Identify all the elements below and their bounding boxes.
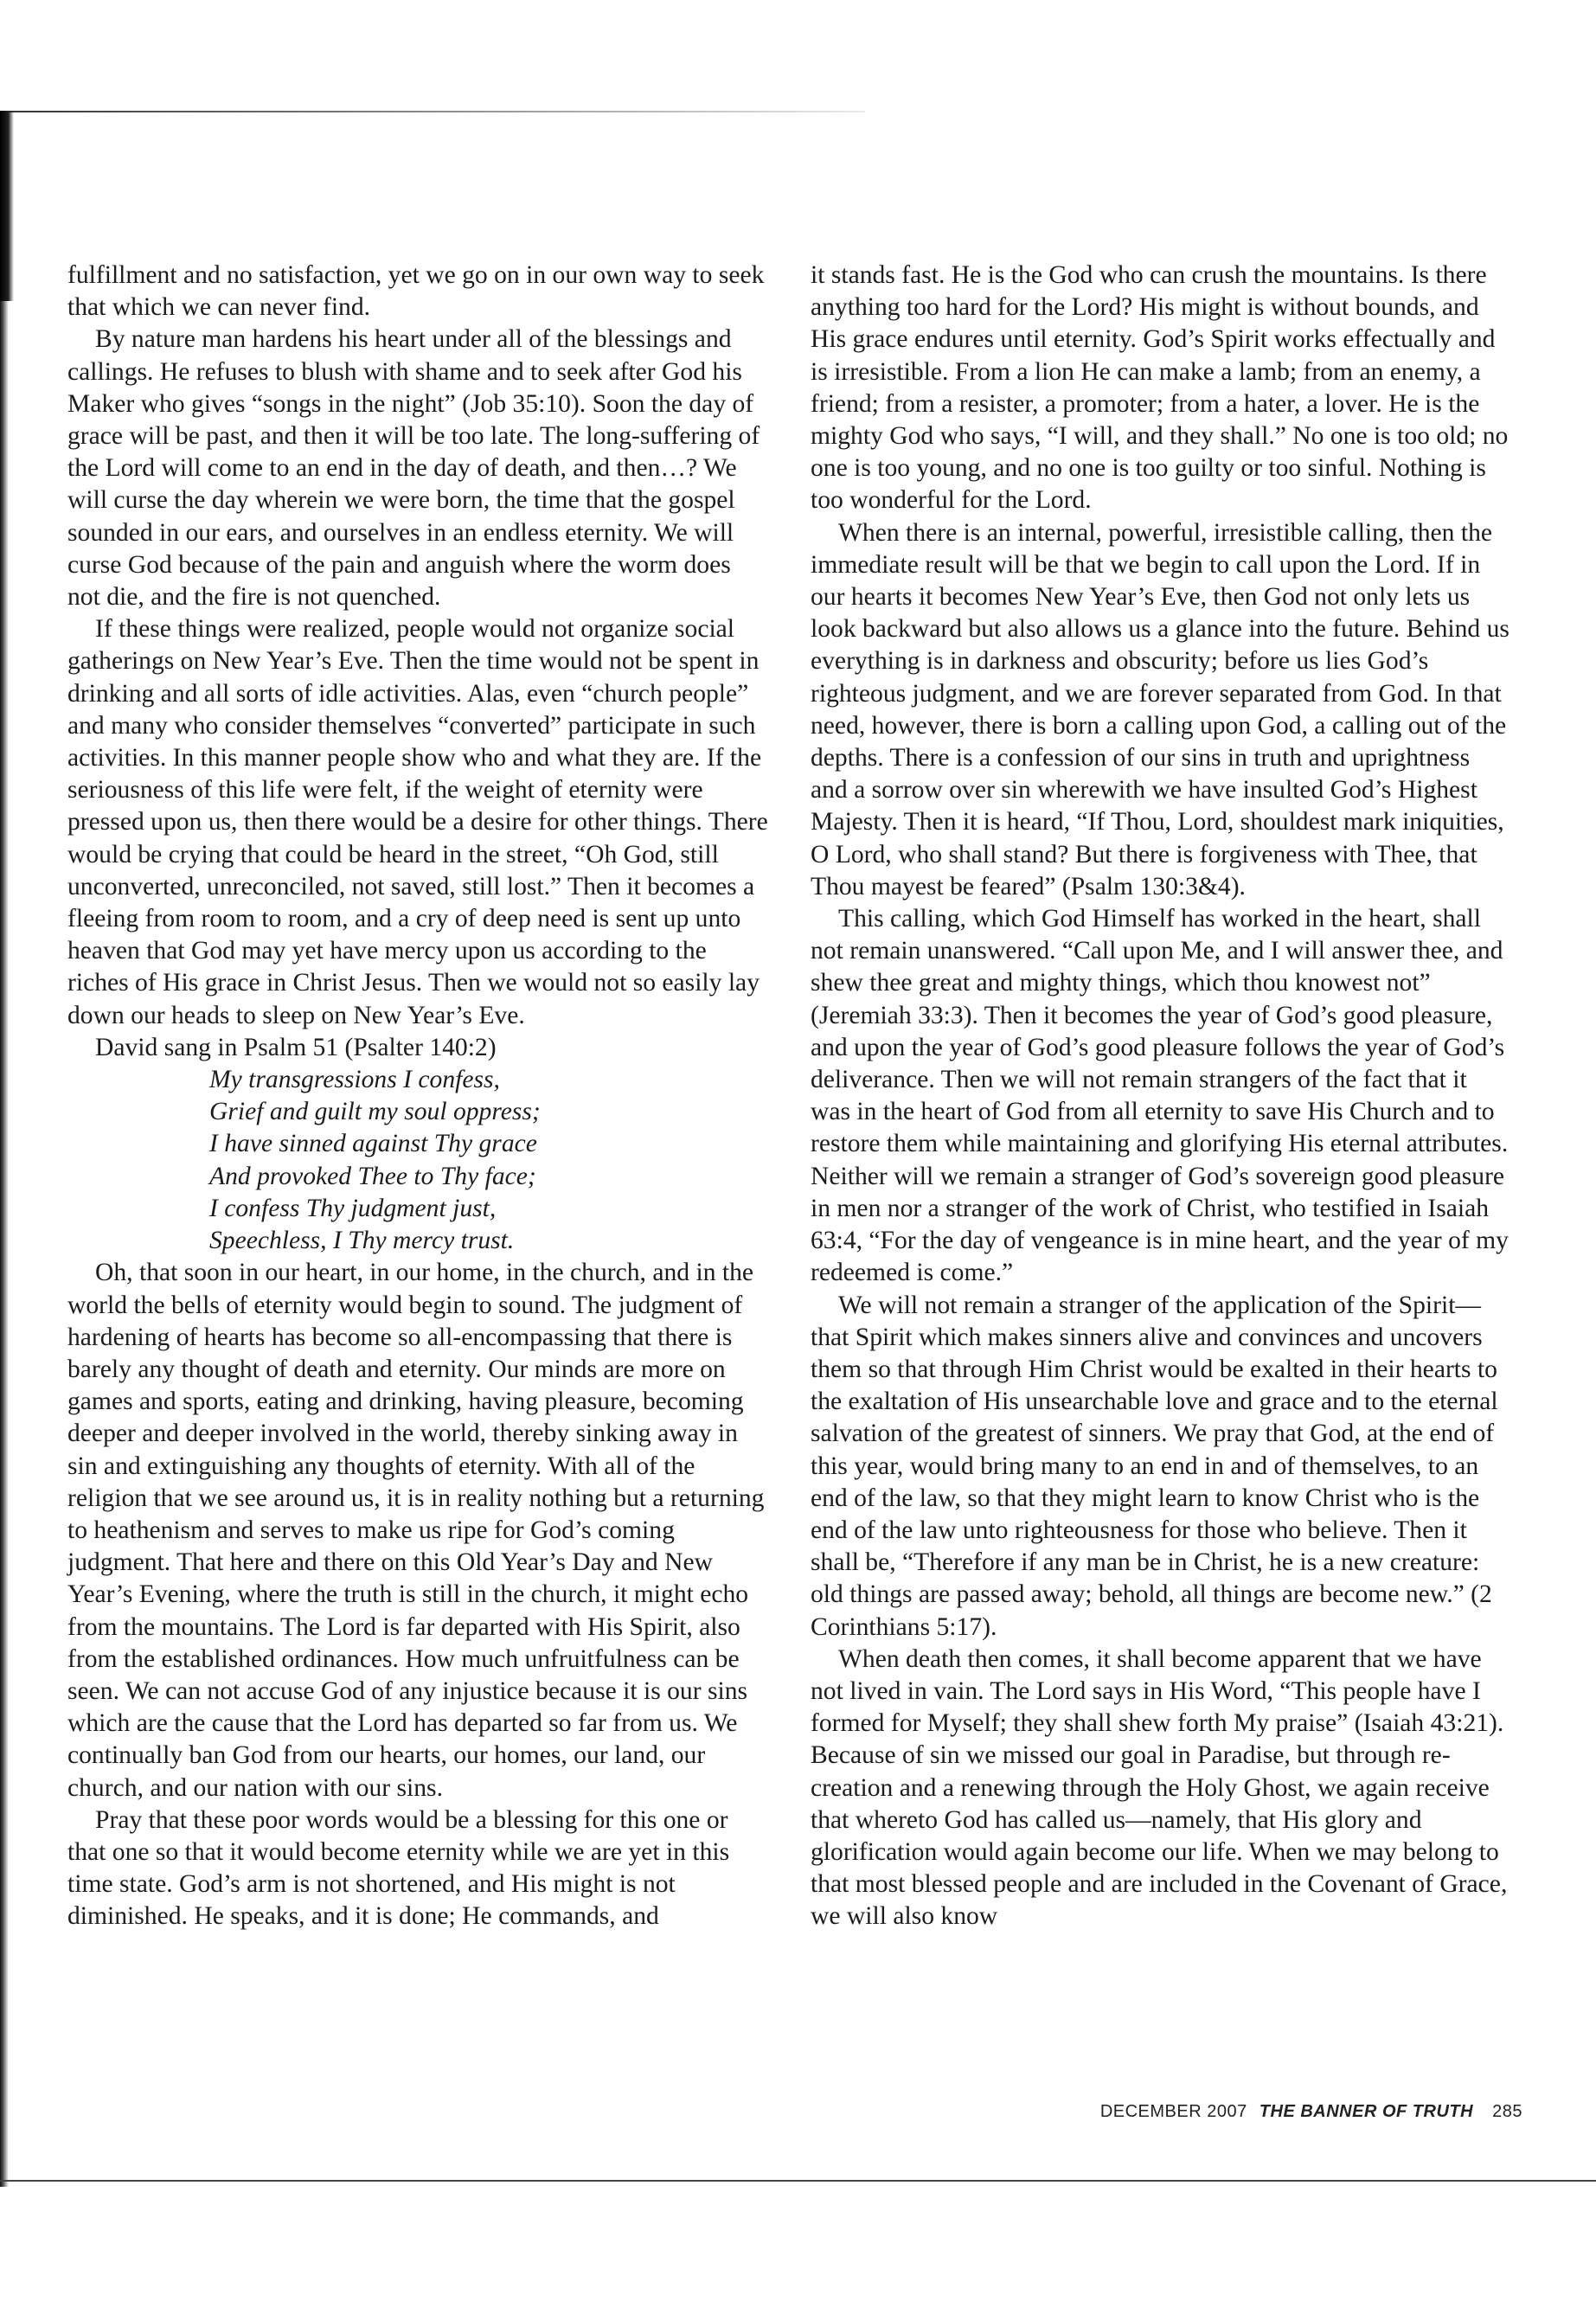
paragraph: it stands fast. He is the God who can crush the mountains. Is there anything too hard for the Lord? His might is without bounds, and His grace endures until eternity. God’s Spirit works effectually and is irresistible. From a lion He can make a lamb; from an enemy, a friend; from a resister, a promoter; from a hater, a lover. He is the mighty God who says, “I will, and they shall.” No one is too old; no one is too young, and no one is too guilty or too sinful. Nothing is too wonderful for the Lord. [811, 261, 1509, 515]
paragraph: fulfillment and no satisfaction, yet we go on in our own way to seek that which we can never find. [67, 261, 765, 322]
paragraph: Oh, that soon in our heart, in our home, in the church, and in the world the bells of eternity would begin to sound. The judgment of hardening of hearts has become so all-encompassing that there is barely any thought of death and eternity. Our minds are more on games and sports, eating and drinking, having pleasure, becoming deeper and deeper involved in the world, thereby sinking away in sin and extinguishing any thoughts of eternity. With all of the religion that we see around us, it is in reality nothing but a returning to heathenism and serves to make us ripe for God’s coming judgment. That here and there on this Old Year’s Day and New Year’s Evening, where the truth is still in the church, it might echo from the mountains. The Lord is far departed with His Spirit, also from the established ordinances. How much unfruitfulness can be seen. We can not accuse God of any injustice because it is our sins which are the cause that the Lord has departed so far from us. We continually ban God from our hearts, our homes, our land, our church, and our nation with our sins. [67, 1259, 765, 1802]
verse-line: Grief and guilt my soul oppress; [209, 1098, 541, 1126]
scan-border-bottom [0, 2180, 1596, 2182]
magazine-title: THE BANNER OF TRUTH [1259, 2102, 1474, 2121]
scan-border-top [0, 111, 865, 112]
page-footer [1100, 2102, 1522, 2122]
paragraph: By nature man hardens his heart under all of the blessings and callings. He refuses to blush with shame and to seek after God his Maker who gives “songs in the night” (Job 35:10). Soon the day of grace will be past, and then it will be too late. The long-suffering of the Lord will come to an end in the day of death, and then…? We will curse the day wherein we were born, the time that the gospel sounded in our ears, and ourselves in an endless eternity. We will curse God because of the pain and anguish where the worm does not die, and the fire is not quenched. [67, 325, 760, 612]
verse-line: Speechless, I Thy mercy trust. [209, 1227, 515, 1255]
verse-line: And provoked Thee to Thy face; [209, 1162, 536, 1190]
scan-shadow-left [0, 111, 14, 301]
issue-date: DECEMBER 2007 [1099, 2102, 1247, 2121]
left-column [67, 260, 768, 1933]
right-column [811, 260, 1511, 1933]
paragraph: This calling, which God Himself has worked in the heart, shall not remain unanswered. “Call upon Me, and I will answer thee, and shew thee great and mighty things, which thou knowest not” (Jeremiah 33:3). Then it becomes the year of God’s good pleasure, and upon the year of God’s good pleasure follows the year of God’s deliverance. Then we will not remain strangers of the fact that it was in the heart of God from all eternity to save His Church and to restore them while maintaining and glorifying His eternal attributes. Neither will we remain a stranger of God’s sovereign good pleasure in men nor a stranger of the work of Christ, who testified in Isaiah 63:4, “For the day of vengeance is in mine heart, and the year of my redeemed is come.” [811, 905, 1509, 1287]
verse-line: I confess Thy judgment just, [209, 1194, 497, 1222]
paragraph: When death then comes, it shall become apparent that we have not lived in vain. The Lord says in His Word, “This people have I formed for Myself; they shall shew forth My praise” (Isaiah 43:21). Because of sin we missed our goal in Paradise, but through re-creation and a renewing through the Holy Ghost, we again receive that whereto God has called us—namely, that His glory and glorification would again become our life. When we may belong to that most blessed people and are included in the Covenant of Grace, we will also know [811, 1644, 1508, 1931]
page-number: 285 [1492, 2102, 1522, 2121]
paragraph: When there is an internal, powerful, irresistible calling, then the immediate result will be that we begin to call upon the Lord. If in our hearts it becomes New Year’s Eve, then God not only lets us look backward but also allows us a glance into the future. Behind us everything is in darkness and obscurity; before us lies God’s righteous judgment, and we are forever separated from God. In that need, however, there is born a calling upon God, a calling out of the depths. There is a confession of our sins in truth and uprightness and a sorrow over sin wherewith we have insulted God’s Highest Majesty. Then it is heard, “If Thou, Lord, shouldest mark iniquities, O Lord, who shall stand? But there is forgiveness with Thee, that Thou mayest be feared” (Psalm 130:3&4). [811, 518, 1509, 901]
scan-border-left [0, 111, 9, 2187]
paragraph: If these things were realized, people would not organize social gatherings on New Year’s Eve. Then the time would not be spent in drinking and all sorts of idle activities. Alas, even “church people” and many who consider themselves “converted” participate in such activities. In this manner people show who and what they are. If the seriousness of this life were felt, if the weight of eternity were pressed upon us, then there would be a desire for other things. There would be crying that could be heard in the street, “Oh God, still unconverted, unreconciled, not saved, still lost.” Then it becomes a fleeing from room to room, and a cry of deep need is sent up unto heaven that God may yet have mercy upon us according to the riches of His grace in Christ Jesus. Then we would not so easily lay down our heads to sleep on New Year’s Eve. [67, 615, 768, 1029]
paragraph: We will not remain a stranger of the application of the Spirit—that Spirit which makes sinners alive and convinces and uncovers them so that through Him Christ would be exalted in their hearts to the exaltation of His unsearchable love and grace and to the eternal salvation of the greatest of sinners. We pray that God, at the end of this year, would bring many to an end in and of themselves, to an end of the law, so that they might learn to know Christ who is the end of the law unto righteousness for those who believe. Then it shall be, “Therefore if any man be in Christ, he is a new creature: old things are passed away; behold, all things are become new.” (2 Corinthians 5:17). [811, 1291, 1498, 1641]
paragraph: David sang in Psalm 51 (Psalter 140:2) [95, 1033, 497, 1061]
psalter-verse [67, 1064, 768, 1257]
verse-line: My transgressions I confess, [209, 1066, 500, 1094]
verse-line: I have sinned against Thy grace [209, 1130, 537, 1158]
paragraph: Pray that these poor words would be a blessing for this one or that one so that it would become eternity while we are yet in this time state. God’s arm is not shortened, and His might is not diminished. He speaks, and it is done; He commands, and [67, 1805, 730, 1931]
